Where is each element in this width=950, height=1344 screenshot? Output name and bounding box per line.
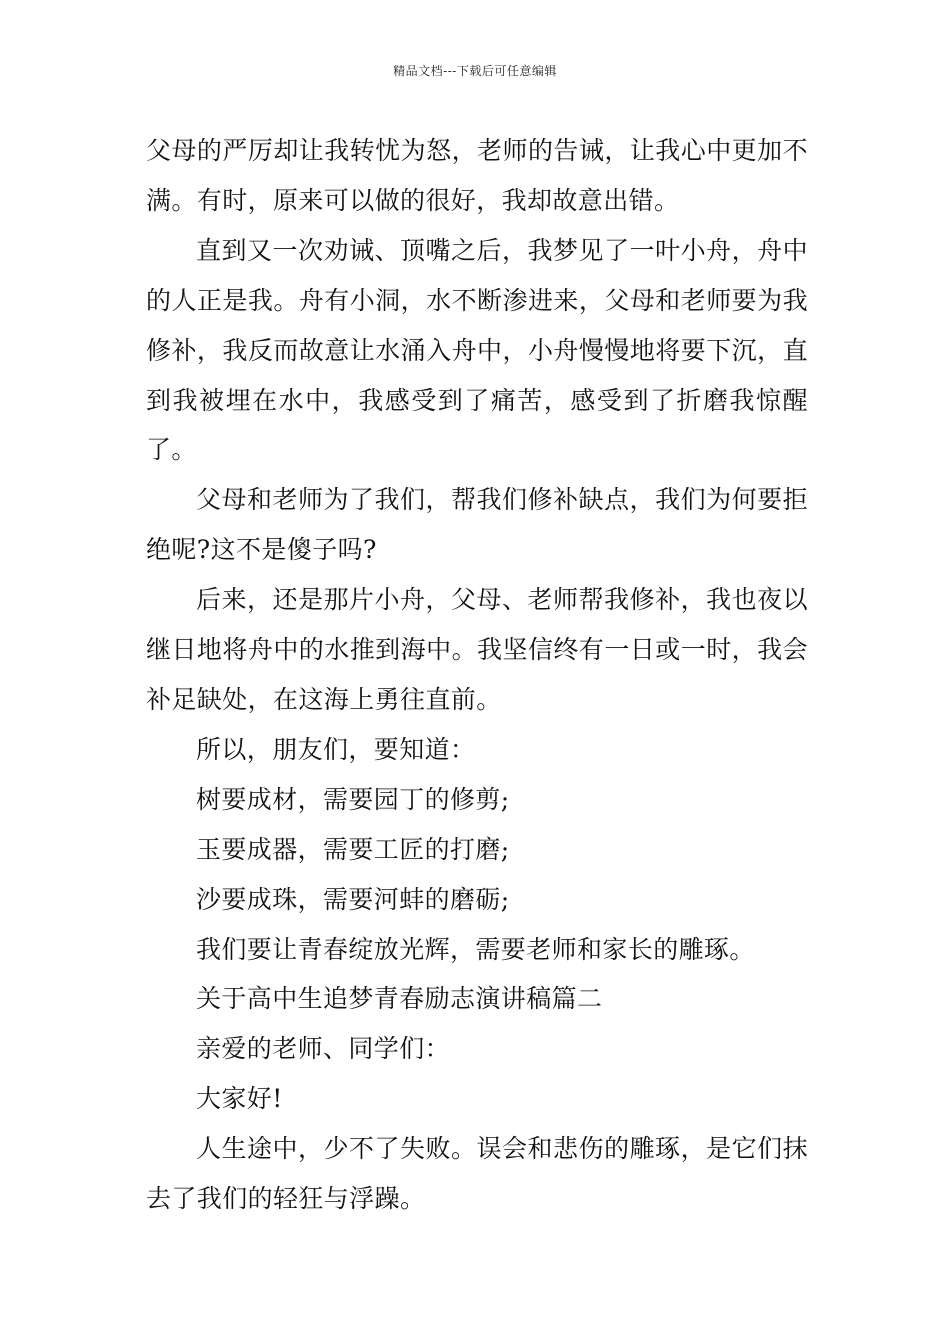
paragraph: 父母的严厉却让我转忧为怒，老师的告诫，让我心中更加不满。有时，原来可以做的很好，我却故意出错。 xyxy=(146,136,808,215)
paragraph: 树要成材，需要园丁的修剪; xyxy=(196,784,510,814)
paragraph: 玉要成器，需要工匠的打磨; xyxy=(196,834,510,864)
paragraph: 人生途中，少不了失败。误会和悲伤的雕琢，是它们抹去了我们的轻狂与浮躁。 xyxy=(146,1134,808,1214)
paragraph: 父母和老师为了我们，帮我们修补缺点，我们为何要拒绝呢?这不是傻子吗? xyxy=(146,485,808,565)
paragraph: 我们要让青春绽放光辉，需要老师和家长的雕琢。 xyxy=(196,934,755,964)
paragraph: 后来，还是那片小舟，父母、老师帮我修补，我也夜以继日地将舟中的水推到海中。我坚信终有一日或一时，我会补足缺处，在这海上勇往直前。 xyxy=(146,585,808,714)
document-body xyxy=(146,126,808,1224)
paragraph: 直到又一次劝诫、顶嘴之后，我梦见了一叶小舟，舟中的人正是我。舟有小洞，水不断渗进来，父母和老师要为我修补，我反而故意让水涌入舟中，小舟慢慢地将要下沉，直到我被埋在水中，我感受到了痛苦，感受到了折磨我惊醒了。 xyxy=(146,235,808,465)
greeting: 大家好! xyxy=(196,1084,283,1114)
section-heading: 关于高中生追梦青春励志演讲稿篇二 xyxy=(196,984,603,1014)
salutation: 亲爱的老师、同学们： xyxy=(196,1034,451,1064)
page-header: 精品文档---下载后可任意编辑 xyxy=(393,64,557,78)
paragraph: 沙要成珠，需要河蚌的磨砺; xyxy=(196,884,510,914)
paragraph: 所以，朋友们，要知道： xyxy=(196,734,476,764)
